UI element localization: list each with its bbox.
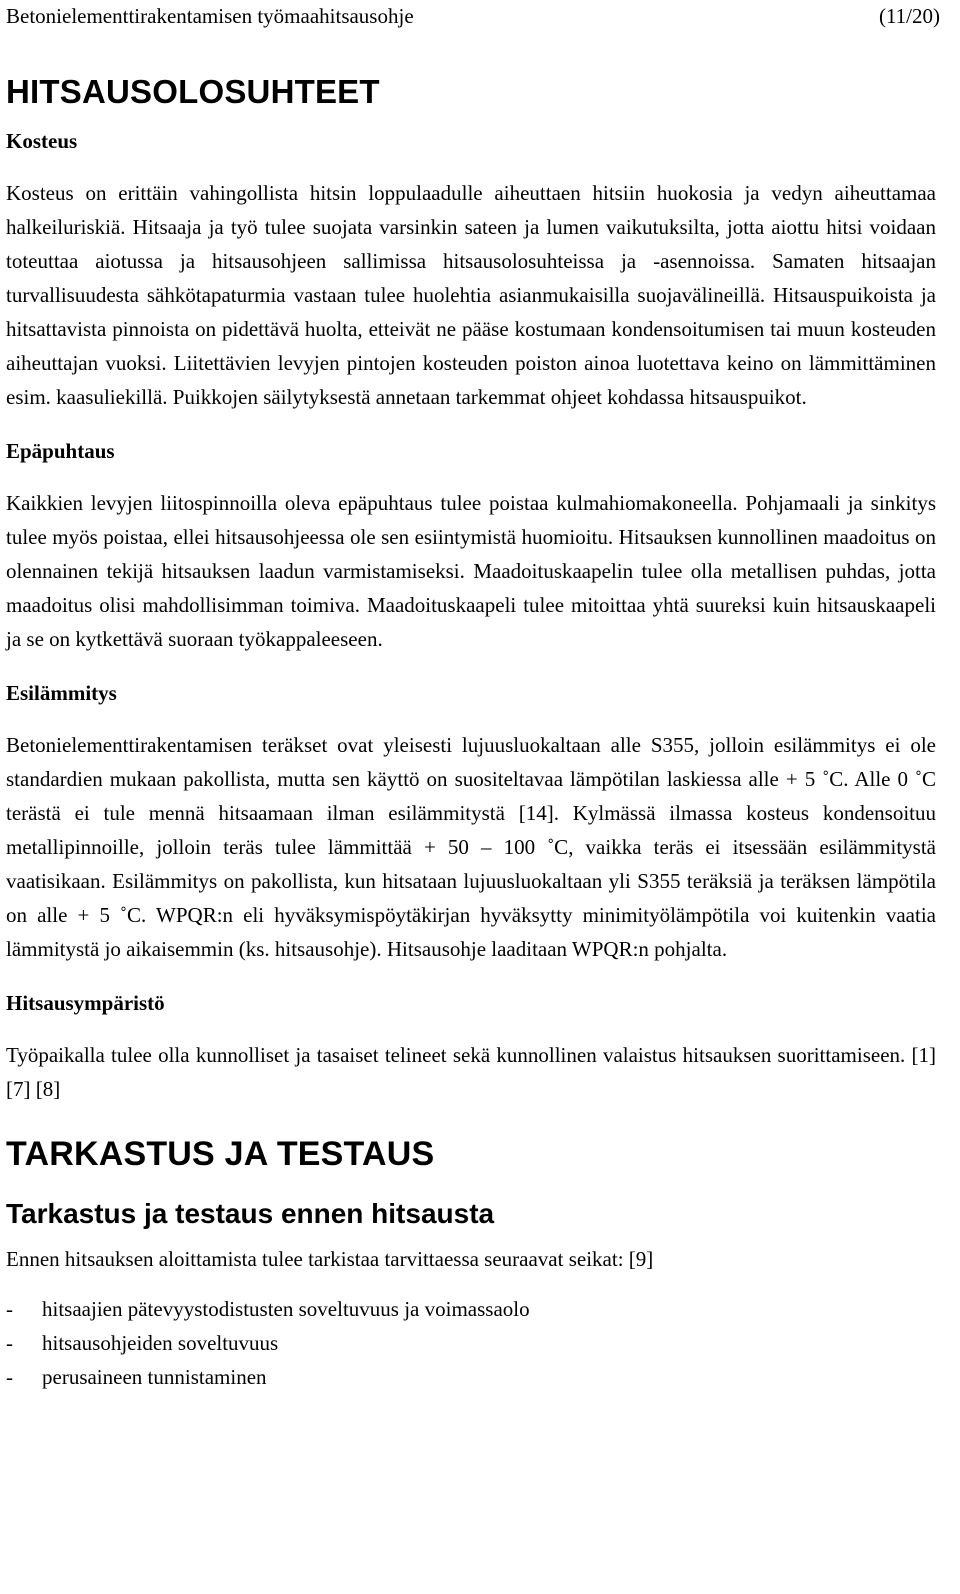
section-title-hitsausolosuhteet: HITSAUSOLOSUHTEET bbox=[6, 73, 380, 110]
subsection-title-ennen-hitsausta: Tarkastus ja testaus ennen hitsausta bbox=[6, 1198, 495, 1229]
list-item-text: hitsausohjeiden soveltuvuus bbox=[42, 1331, 279, 1355]
paragraph-esilammitys: Betonielementtirakentamisen teräkset ovat yleisesti lujuusluokaltaan alle S355, jolloin esilämmitys ei ole standardien mukaan pakollista, mutta sen käyttö on suositeltavaa lämpötilan laskiessa alle + 5 ˚C. Alle 0 ˚C terästä ei tule mennä hitsaamaan ilman esilämmitystä [14]. Kylmässä ilmassa kosteus kondensoituu metallipinnoille, jolloin teräs tulee lämmittää + 50 – 100 ˚C, vaikka teräs ei itsessään esilämmitystä vaatisikaan. Esilämmitys on pakollista, kun hitsataan lujuusluokaltaan yli S355 teräksiä ja teräksen lämpötila on alle + 5 ˚C. WPQR:n eli hyväksymispöytäkirjan hyväksytty minimityölämpötila voi kuitenkin vaatia lämmitystä jo aikaisemmin (ks. hitsausohje). Hitsausohje laaditaan WPQR:n pohjalta. bbox=[6, 733, 936, 961]
paragraph-kosteus: Kosteus on erittäin vahingollista hitsin loppulaadulle aiheuttaen hitsiin huokosia ja vedyn aiheuttamaa halkeiluriskiä. Hitsaaja ja työ tulee suojata varsinkin sateen ja lumen vaikutuksilta, jotta aiottu hitsi voidaan toteuttaa aiotussa ja hitsausohjeen sallimissa hitsausolosuhteissa ja -asennoissa. Samaten hitsaajan turvallisuudesta sähkötapaturmia vastaan tulee huolehtia asianmukaisilla suojavälineillä. Hitsauspuikoista ja hitsattavista pinnoista on pidettävä huolta, etteivät ne pääse kostumaan kondensoitumisen tai muun kosteuden aiheuttajan vuoksi. Liitettävien levyjen pintojen kosteuden poiston ainoa luotettava keino on lämmittäminen esim. kaasuliekillä. Puikkojen säilytyksestä annetaan tarkemmat ohjeet kohdassa hitsauspuikot. bbox=[6, 181, 936, 409]
subsection-heading-epapuhtaus: Epäpuhtaus bbox=[6, 439, 115, 463]
list-dash-marker: - bbox=[6, 1297, 13, 1321]
subsection-heading-esilammitys: Esilämmitys bbox=[6, 681, 117, 705]
section-title-tarkastus-ja-testaus: TARKASTUS JA TESTAUS bbox=[6, 1135, 435, 1173]
page-content bbox=[6, 70, 936, 1394]
list-item bbox=[6, 1326, 936, 1360]
subsection-heading-hitsausymparisto: Hitsausympäristö bbox=[6, 991, 165, 1015]
paragraph-hitsausymparisto: Työpaikalla tulee olla kunnolliset ja tasaiset telineet sekä kunnollinen valaistus hitsauksen suorittamiseen. [1] [7] [8] bbox=[6, 1043, 936, 1101]
page-number: (11/20) bbox=[878, 4, 940, 28]
list-item-text: hitsaajien pätevyystodistusten soveltuvuus ja voimassaolo bbox=[42, 1297, 530, 1321]
list-item bbox=[6, 1292, 936, 1326]
checklist bbox=[6, 1292, 936, 1394]
list-dash-marker: - bbox=[6, 1365, 13, 1389]
paragraph-epapuhtaus: Kaikkien levyjen liitospinnoilla oleva epäpuhtaus tulee poistaa kulmahiomakoneella. Pohjamaali ja sinkitys tulee myös poistaa, ellei hitsausohjeessa ole sen esiintymistä huomioitu. Hitsauksen kunnollinen maadoitus on olennainen tekijä hitsauksen laadun varmistamiseksi. Maadoituskaapelin tulee olla metallisen puhdas, jotta maadoitus olisi mahdollisimman toimiva. Maadoituskaapeli tulee mitoittaa yhtä suureksi kuin hitsauskaapeli ja se on kytkettävä suoraan työkappaleeseen. bbox=[6, 491, 936, 651]
document-title: Betonielementtirakentamisen työmaahitsausohje bbox=[6, 4, 414, 28]
list-item bbox=[6, 1360, 936, 1394]
list-dash-marker: - bbox=[6, 1331, 13, 1355]
subsection-heading-kosteus: Kosteus bbox=[6, 129, 78, 153]
list-item-text: perusaineen tunnistaminen bbox=[42, 1365, 267, 1389]
checklist-intro: Ennen hitsauksen aloittamista tulee tarkistaa tarvittaessa seuraavat seikat: [9] bbox=[6, 1247, 654, 1271]
